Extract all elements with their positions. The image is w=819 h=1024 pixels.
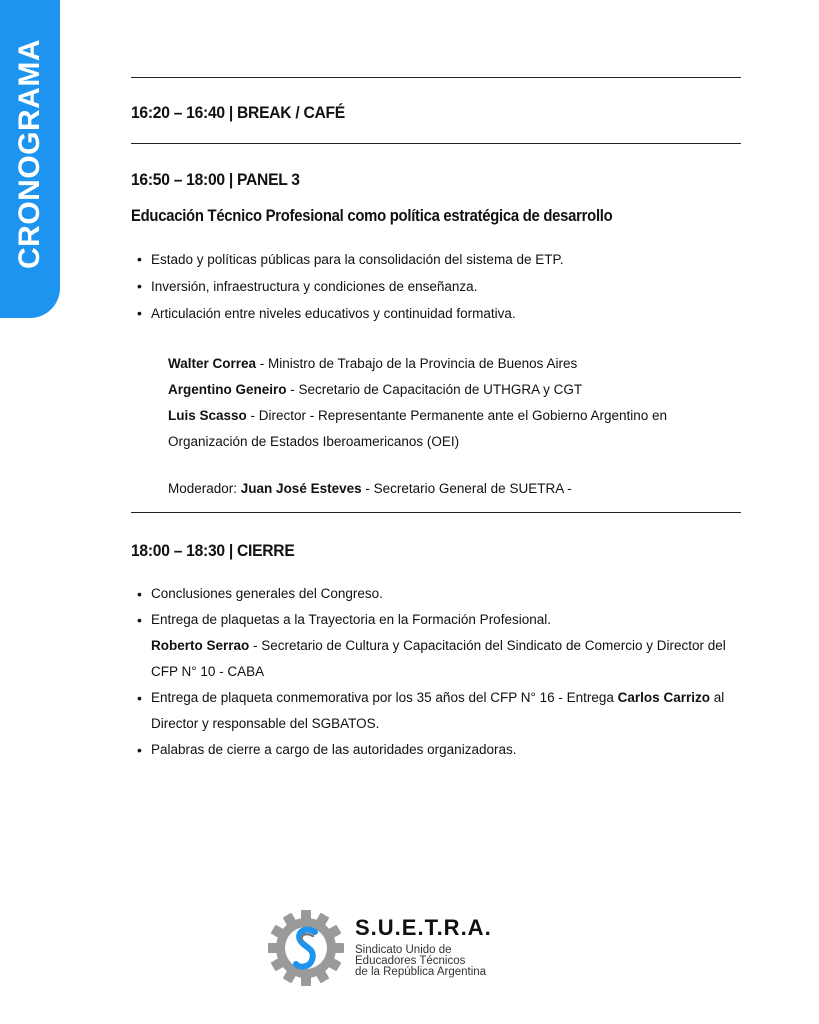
speaker: [168, 403, 708, 455]
gear-s-logo-icon: [266, 908, 346, 988]
list-item: • Conclusiones generales del Congreso.: [137, 581, 747, 607]
logo-line: Sindicato Unido de: [355, 944, 452, 956]
honoree-role: - Secretario de Cultura y Capacitación del Sindicato de Comercio y Director del CFP N° 10 - CABA: [151, 638, 726, 679]
panel3-heading: 16:50 – 18:00 | PANEL 3: [131, 170, 300, 189]
divider: [131, 77, 741, 78]
honoree-name: Roberto Serrao: [151, 638, 250, 653]
list-item-detail: [137, 633, 747, 685]
moderator-name: Juan José Esteves: [240, 481, 362, 496]
speaker-role: - Ministro de Trabajo de la Provincia de Buenos Aires: [256, 356, 578, 371]
side-tab: [0, 0, 60, 318]
panel3-speakers: [168, 351, 748, 455]
speaker-name: Walter Correa: [168, 356, 257, 371]
cierre-heading: 18:00 – 18:30 | CIERRE: [131, 541, 295, 560]
list-item: [137, 685, 747, 737]
cierre-items: [137, 581, 747, 763]
logo-text: [355, 915, 492, 978]
honoree-name: Carlos Carrizo: [617, 690, 710, 705]
speaker-name: Argentino Geneiro: [168, 382, 287, 397]
speaker-name: Luis Scasso: [168, 408, 247, 423]
moderator: [168, 476, 748, 502]
side-tab-label: CRONOGRAMA: [13, 39, 46, 269]
item-text: al Director y responsable del SGBATOS.: [151, 690, 725, 731]
logo-subtitle: [355, 945, 492, 978]
list-item: • Inversión, infraestructura y condiciones de enseñanza.: [137, 273, 563, 300]
moderator-prefix: Moderador:: [168, 481, 241, 496]
panel3-subtitle: Educación Técnico Profesional como política estratégica de desarrollo: [131, 207, 613, 225]
speaker: [168, 351, 748, 377]
divider: [131, 143, 741, 144]
panel3-topics: [137, 246, 563, 327]
item-text: Entrega de plaqueta conmemorativa por los 35 años del CFP N° 16 - Entrega: [151, 690, 618, 705]
list-item: • Entrega de plaquetas a la Trayectoria en la Formación Profesional.: [137, 607, 747, 633]
logo-line: de la República Argentina: [355, 966, 487, 978]
list-item: • Estado y políticas públicas para la consolidación del sistema de ETP.: [137, 246, 563, 273]
moderator-role: - Secretario General de SUETRA -: [361, 481, 572, 496]
logo-name: S.U.E.T.R.A.: [355, 915, 492, 940]
speaker-role: - Secretario de Capacitación de UTHGRA y CGT: [286, 382, 583, 397]
break-heading: 16:20 – 16:40 | BREAK / CAFÉ: [131, 103, 345, 122]
logo-line: Educadores Técnicos: [355, 955, 466, 967]
list-item: • Palabras de cierre a cargo de las autoridades organizadoras.: [137, 737, 747, 763]
speaker-role: - Director - Representante Permanente ante el Gobierno Argentino en Organización de Estados Iberoamericanos (OEI): [168, 408, 668, 449]
speaker: [168, 377, 748, 403]
divider: [131, 512, 741, 513]
list-item: • Articulación entre niveles educativos y continuidad formativa.: [137, 300, 563, 327]
